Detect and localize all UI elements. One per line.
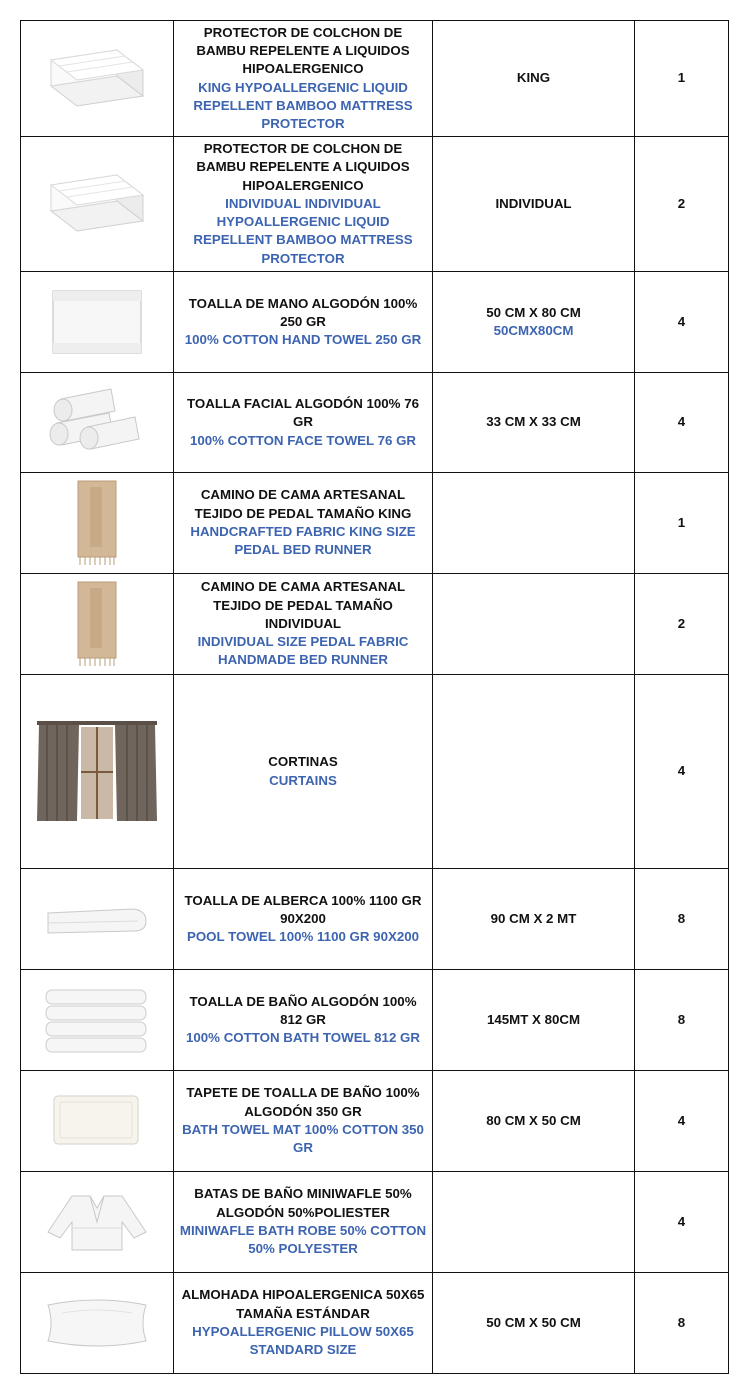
measure-text: 50 CM X 50 CM	[486, 1314, 581, 1330]
description-cell	[174, 970, 433, 1071]
description-en: HANDCRAFTED FABRIC KING SIZE PEDAL BED RUNNER	[190, 524, 416, 558]
bath-towel-stack-image	[42, 984, 152, 1056]
description-cell	[174, 21, 433, 137]
bath-mat-image	[52, 1094, 142, 1148]
curtains-image	[35, 717, 159, 827]
description-es: PROTECTOR DE COLCHON DE BAMBU REPELENTE A LIQUIDOS HIPOALERGENICO	[196, 140, 410, 193]
description-es: CAMINO DE CAMA ARTESANAL TEJIDO DE PEDAL TAMAÑO INDIVIDUAL	[200, 579, 406, 631]
measure-cell	[433, 473, 635, 574]
product-image-cell	[21, 21, 174, 137]
description-en: 100% COTTON FACE TOWEL 76 GR	[189, 432, 417, 448]
measure-cell	[433, 1172, 635, 1273]
measure-cell	[433, 574, 635, 675]
description-en: HYPOALLERGENIC PILLOW 50X65 STANDARD SIZE	[192, 1324, 414, 1358]
description-es: BATAS DE BAÑO MINIWAFLE 50% ALGODÓN 50%POLIESTER	[194, 1186, 412, 1220]
description-cell	[174, 869, 433, 970]
description-en: CURTAINS	[269, 772, 337, 788]
measure-cell	[433, 1071, 635, 1172]
product-image-cell	[21, 970, 174, 1071]
table-row	[21, 1172, 729, 1273]
description-es: CAMINO DE CAMA ARTESANAL TEJIDO DE PEDAL TAMAÑO KING	[194, 487, 412, 521]
description-en: INDIVIDUAL INDIVIDUAL HYPOALLERGENIC LIQUID REPELLENT BAMBOO MATTRESS PROTECTOR	[193, 195, 413, 266]
quantity-cell: 4	[635, 1172, 729, 1273]
product-image-cell	[21, 1071, 174, 1172]
bed-runner-image	[72, 477, 122, 569]
measure-cell	[433, 869, 635, 970]
description-cell	[174, 1071, 433, 1172]
quantity-cell: 4	[635, 1071, 729, 1172]
measure-cell	[433, 373, 635, 473]
product-image-cell	[21, 473, 174, 574]
description-en: 100% COTTON BATH TOWEL 812 GR	[186, 1030, 420, 1046]
description-cell	[174, 373, 433, 473]
quantity-cell: 1	[635, 21, 729, 137]
description-es: TAPETE DE TOALLA DE BAÑO 100% ALGODÓN 350 GR	[186, 1085, 420, 1119]
table-row	[21, 137, 729, 272]
quantity-cell: 1	[635, 473, 729, 574]
measure-text: 33 CM X 33 CM	[486, 414, 581, 430]
pillow-image	[42, 1295, 152, 1351]
product-image-cell	[21, 869, 174, 970]
table-row	[21, 1071, 729, 1172]
product-table	[20, 20, 729, 1374]
description-cell	[174, 675, 433, 869]
measure-text: INDIVIDUAL	[495, 195, 572, 211]
description-es: TOALLA FACIAL ALGODÓN 100% 76 GR	[187, 396, 419, 430]
table-row	[21, 574, 729, 675]
description-cell	[174, 574, 433, 675]
table-row	[21, 373, 729, 473]
description-cell	[174, 1172, 433, 1273]
quantity-cell: 8	[635, 970, 729, 1071]
description-en: BATH TOWEL MAT 100% COTTON 350 GR	[182, 1122, 424, 1156]
table-row	[21, 1273, 729, 1374]
quantity-cell: 2	[635, 574, 729, 675]
description-es: TOALLA DE MANO ALGODÓN 100% 250 GR	[188, 295, 418, 329]
description-es: TOALLA DE ALBERCA 100% 1100 GR 90X200	[184, 892, 422, 926]
measure-cell	[433, 272, 635, 373]
mattress-protector-image	[47, 171, 147, 237]
table-row	[21, 675, 729, 869]
description-es: TOALLA DE BAÑO ALGODÓN 100% 812 GR	[189, 993, 417, 1027]
description-cell	[174, 1273, 433, 1374]
table-row	[21, 272, 729, 373]
description-en: KING HYPOALLERGENIC LIQUID REPELLENT BAMBOO MATTRESS PROTECTOR	[193, 79, 413, 132]
measure-text: 50 CM X 80 CM	[486, 304, 581, 320]
measure-cell	[433, 21, 635, 137]
quantity-cell: 8	[635, 869, 729, 970]
hand-towel-image	[51, 289, 143, 355]
description-es: CORTINAS	[268, 754, 338, 770]
description-en: POOL TOWEL 100% 1100 GR 90X200	[186, 929, 420, 945]
table-row	[21, 869, 729, 970]
description-en: MINIWAFLE BATH ROBE 50% COTTON 50% POLYESTER	[179, 1223, 427, 1257]
description-cell	[174, 137, 433, 272]
quantity-cell: 4	[635, 675, 729, 869]
product-image-cell	[21, 574, 174, 675]
measure-text: 145MT X 80CM	[486, 1011, 581, 1027]
table-row	[21, 21, 729, 137]
description-cell	[174, 272, 433, 373]
table-row	[21, 970, 729, 1071]
quantity-cell: 4	[635, 373, 729, 473]
measure-cell	[433, 137, 635, 272]
description-cell	[174, 473, 433, 574]
measure-cell	[433, 675, 635, 869]
product-image-cell	[21, 373, 174, 473]
pool-towel-image	[42, 899, 152, 939]
measure-cell	[433, 1273, 635, 1374]
measure-cell	[433, 970, 635, 1071]
quantity-cell: 2	[635, 137, 729, 272]
quantity-cell: 8	[635, 1273, 729, 1374]
description-es: PROTECTOR DE COLCHON DE BAMBU REPELENTE A LIQUIDOS HIPOALERGENICO	[196, 24, 410, 77]
measure-text-en: 50CMX80CM	[493, 323, 574, 338]
description-es: ALMOHADA HIPOALERGENICA 50X65 TAMAÑA ESTÁNDAR	[181, 1287, 425, 1321]
description-en: INDIVIDUAL SIZE PEDAL FABRIC HANDMADE BED RUNNER	[197, 634, 409, 668]
measure-text: KING	[516, 70, 551, 86]
mattress-protector-image	[47, 46, 147, 112]
bath-robe-image	[42, 1192, 152, 1252]
product-image-cell	[21, 675, 174, 869]
description-en: 100% COTTON HAND TOWEL 250 GR	[184, 332, 422, 348]
bed-runner-image	[72, 578, 122, 670]
product-image-cell	[21, 1273, 174, 1374]
measure-text: 90 CM X 2 MT	[490, 910, 577, 926]
quantity-cell: 4	[635, 272, 729, 373]
product-image-cell	[21, 272, 174, 373]
measure-text: 80 CM X 50 CM	[486, 1112, 581, 1128]
table-row	[21, 473, 729, 574]
product-image-cell	[21, 1172, 174, 1273]
product-image-cell	[21, 137, 174, 272]
rolled-face-towels-image	[47, 385, 147, 461]
